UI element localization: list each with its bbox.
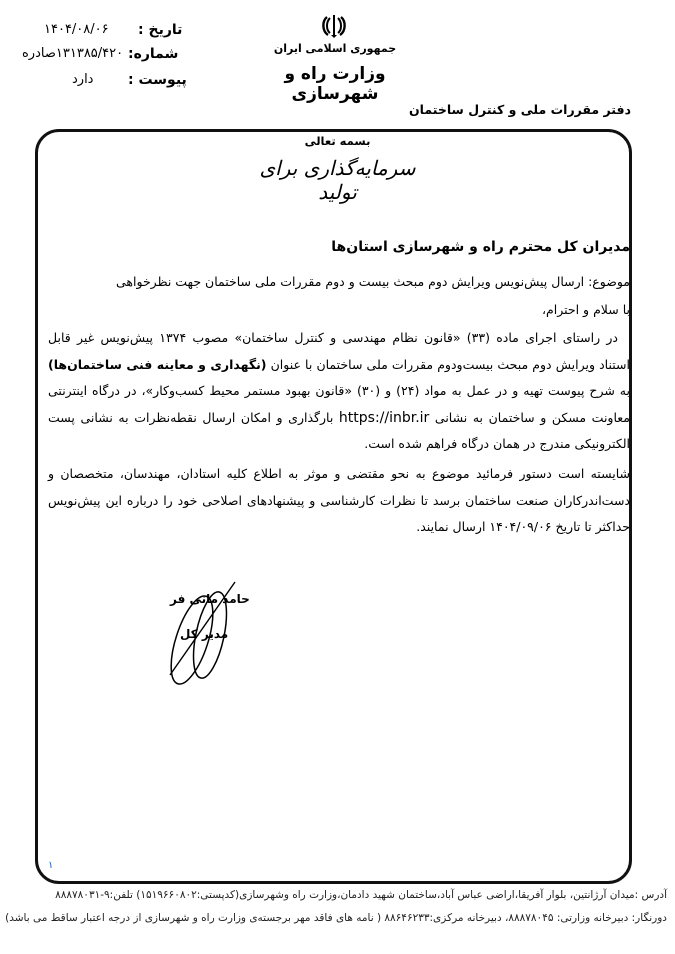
footer-address: آدرس :میدان آرژانتین، بلوار آفریقا،اراضی عباس آباد،ساختمان شهید دادمان،وزارت راه وشهرسازی(کدپستی:۱۵۱۹۶۶۰۸۰۲) تلفن:۹-۸۸۸۷۸۰۳۱	[55, 889, 667, 901]
date-label: تاریخ :	[138, 22, 183, 38]
footer-fax-note: دورنگار: دبیرخانه وزارتی: ۸۸۸۷۸۰۴۵، دبیرخانه مرکزی:۸۸۶۴۶۲۳۳ ( نامه های فاقد مهر برجسته‌ی وزارت راه و شهرسازی از درجه اعتبار ساقط می باشد)	[5, 912, 667, 924]
office-title: دفتر مقررات ملی و کنترل ساختمان	[409, 102, 631, 117]
signer-title: مدیر کل	[180, 627, 229, 641]
portal-link[interactable]: https://inbr.ir	[338, 409, 430, 426]
number-label: شماره:	[128, 46, 179, 62]
paragraph-1-text-b: به شرح پیوست تهیه و در عمل به مواد (۲۴) و (۳۰) «قانون بهبود مستمر محیط کسب‌وکار»، در درگاه اینترنتی معاونت مسکن و ساختمان به نشانی	[48, 383, 631, 425]
recipient: مدیران کل محترم راه و شهرسازی استان‌ها	[331, 239, 630, 255]
date-value: ۱۴۰۴/۰۸/۰۶	[44, 22, 109, 37]
attachment-value: دارد	[72, 72, 94, 87]
page-number: ۱	[48, 860, 54, 871]
attachment-label: پیوست :	[128, 72, 187, 88]
republic-title: جمهوری اسلامی ایران	[273, 42, 397, 55]
greeting: با سلام و احترام،	[541, 302, 630, 317]
paragraph-1	[48, 325, 630, 458]
paragraph-1-text-c: بارگذاری و امکان ارسال نقطه‌نظرات به نشانی پست الکترونیکی مندرج در همان درگاه فراهم شده است.	[48, 409, 630, 451]
ministry-title: وزارت راه و شهرسازی	[284, 64, 386, 104]
year-slogan: سرمایه‌گذاری برای تولید	[259, 156, 416, 204]
bismillah: بسمه تعالی	[304, 134, 371, 148]
paragraph-2: شایسته است دستور فرمائید موضوع به نحو مقتضی و موثر به اطلاع کلیه استادان، مهندسان، متخصصان و دست‌اندرکاران صنعت ساختمان برسد تا نظرات کارشناسی و پیشنهادهای اصلاحی خود را درباره این پیش‌نویس حداکثر تا تاریخ ۱۴۰۴/۰۹/۰۶ ارسال نمایند.	[48, 466, 630, 534]
subject-line: موضوع: ارسال پیش‌نویس ویرایش دوم مبحث بیست و دوم مقررات ملی ساختمان جهت نظرخواهی	[116, 274, 630, 289]
iran-emblem-icon	[320, 12, 348, 40]
paragraph-1-bold-title: (نگهداری و معاینه فنی ساختمان‌ها)	[48, 356, 267, 372]
number-value: ۱۳۱۳۸۵/۴۲۰صادره	[22, 46, 124, 61]
paragraph-1-text-a: در راستای اجرای ماده (۳۳) «قانون نظام مهندسی و کنترل ساختمان» مصوب ۱۳۷۴ پیش‌نویس غیر قابل استناد ویرایش دوم مبحث بیست‌ودوم مقررات ملی ساختمان با عنوان	[48, 330, 630, 372]
signer-name: حامد مانی فر	[170, 592, 250, 606]
